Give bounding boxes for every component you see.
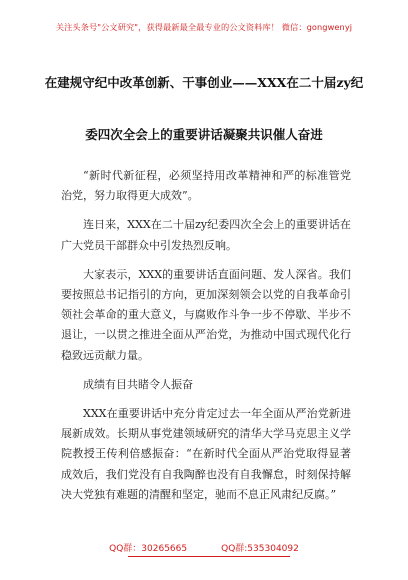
footer-contact bbox=[0, 541, 408, 554]
header-promo-note: 关注头条号"公文研究"，获得最新最全最专业的公文资料库！ 微信：gongwenyj bbox=[55, 22, 353, 32]
document-title-line-1: 在建规守纪中改革创新、干事创业——XXX在二十届zy纪 bbox=[44, 75, 364, 90]
footer-qq-group-2: QQ群:535304092 bbox=[221, 544, 299, 554]
document-title-line-2: 委四次全会上的重要讲话凝聚共识催人奋进 bbox=[85, 127, 323, 142]
section-subheading: 成绩有目共睹令人振奋 bbox=[83, 377, 193, 391]
footer-qq-group-1: QQ群：30265665 bbox=[109, 544, 188, 554]
document-body bbox=[61, 166, 351, 514]
body-paragraph-1: “新时代新征程，必须坚持用改革精神和严的标准管党治党，努力取得更大成效”。 bbox=[61, 169, 351, 203]
body-paragraph-2: 连日来，XXX在二十届zy纪委四次全会上的重要讲话在广大党员干部群众中引发热烈反响。 bbox=[61, 218, 351, 252]
body-paragraph-4: XXX在重要讲话中充分肯定过去一年全面从严治党新进展新成效。长期从事党建领域研究的清华大学马克思主义学院教授王传利倍感振奋：“在新时代全面从严治党取得显著成效后，我们党没有自我陶醉也没有自我懈怠，时刻保持解决大党独有难题的清醒和坚定，驰而不息正风肃纪反腐。” bbox=[61, 407, 351, 501]
footer-underline bbox=[128, 556, 290, 557]
body-paragraph-3: 大家表示，XXX的重要讲话直面问题、发人深省。我们要按照总书记指引的方向，更加深刻领会以党的自我革命引领社会革命的重大意义，与腐败作斗争一步不停歇、半步不退让，一以贯之推进全面从严治党，为推动中国式现代化行稳致远贡献力量。 bbox=[61, 267, 351, 362]
